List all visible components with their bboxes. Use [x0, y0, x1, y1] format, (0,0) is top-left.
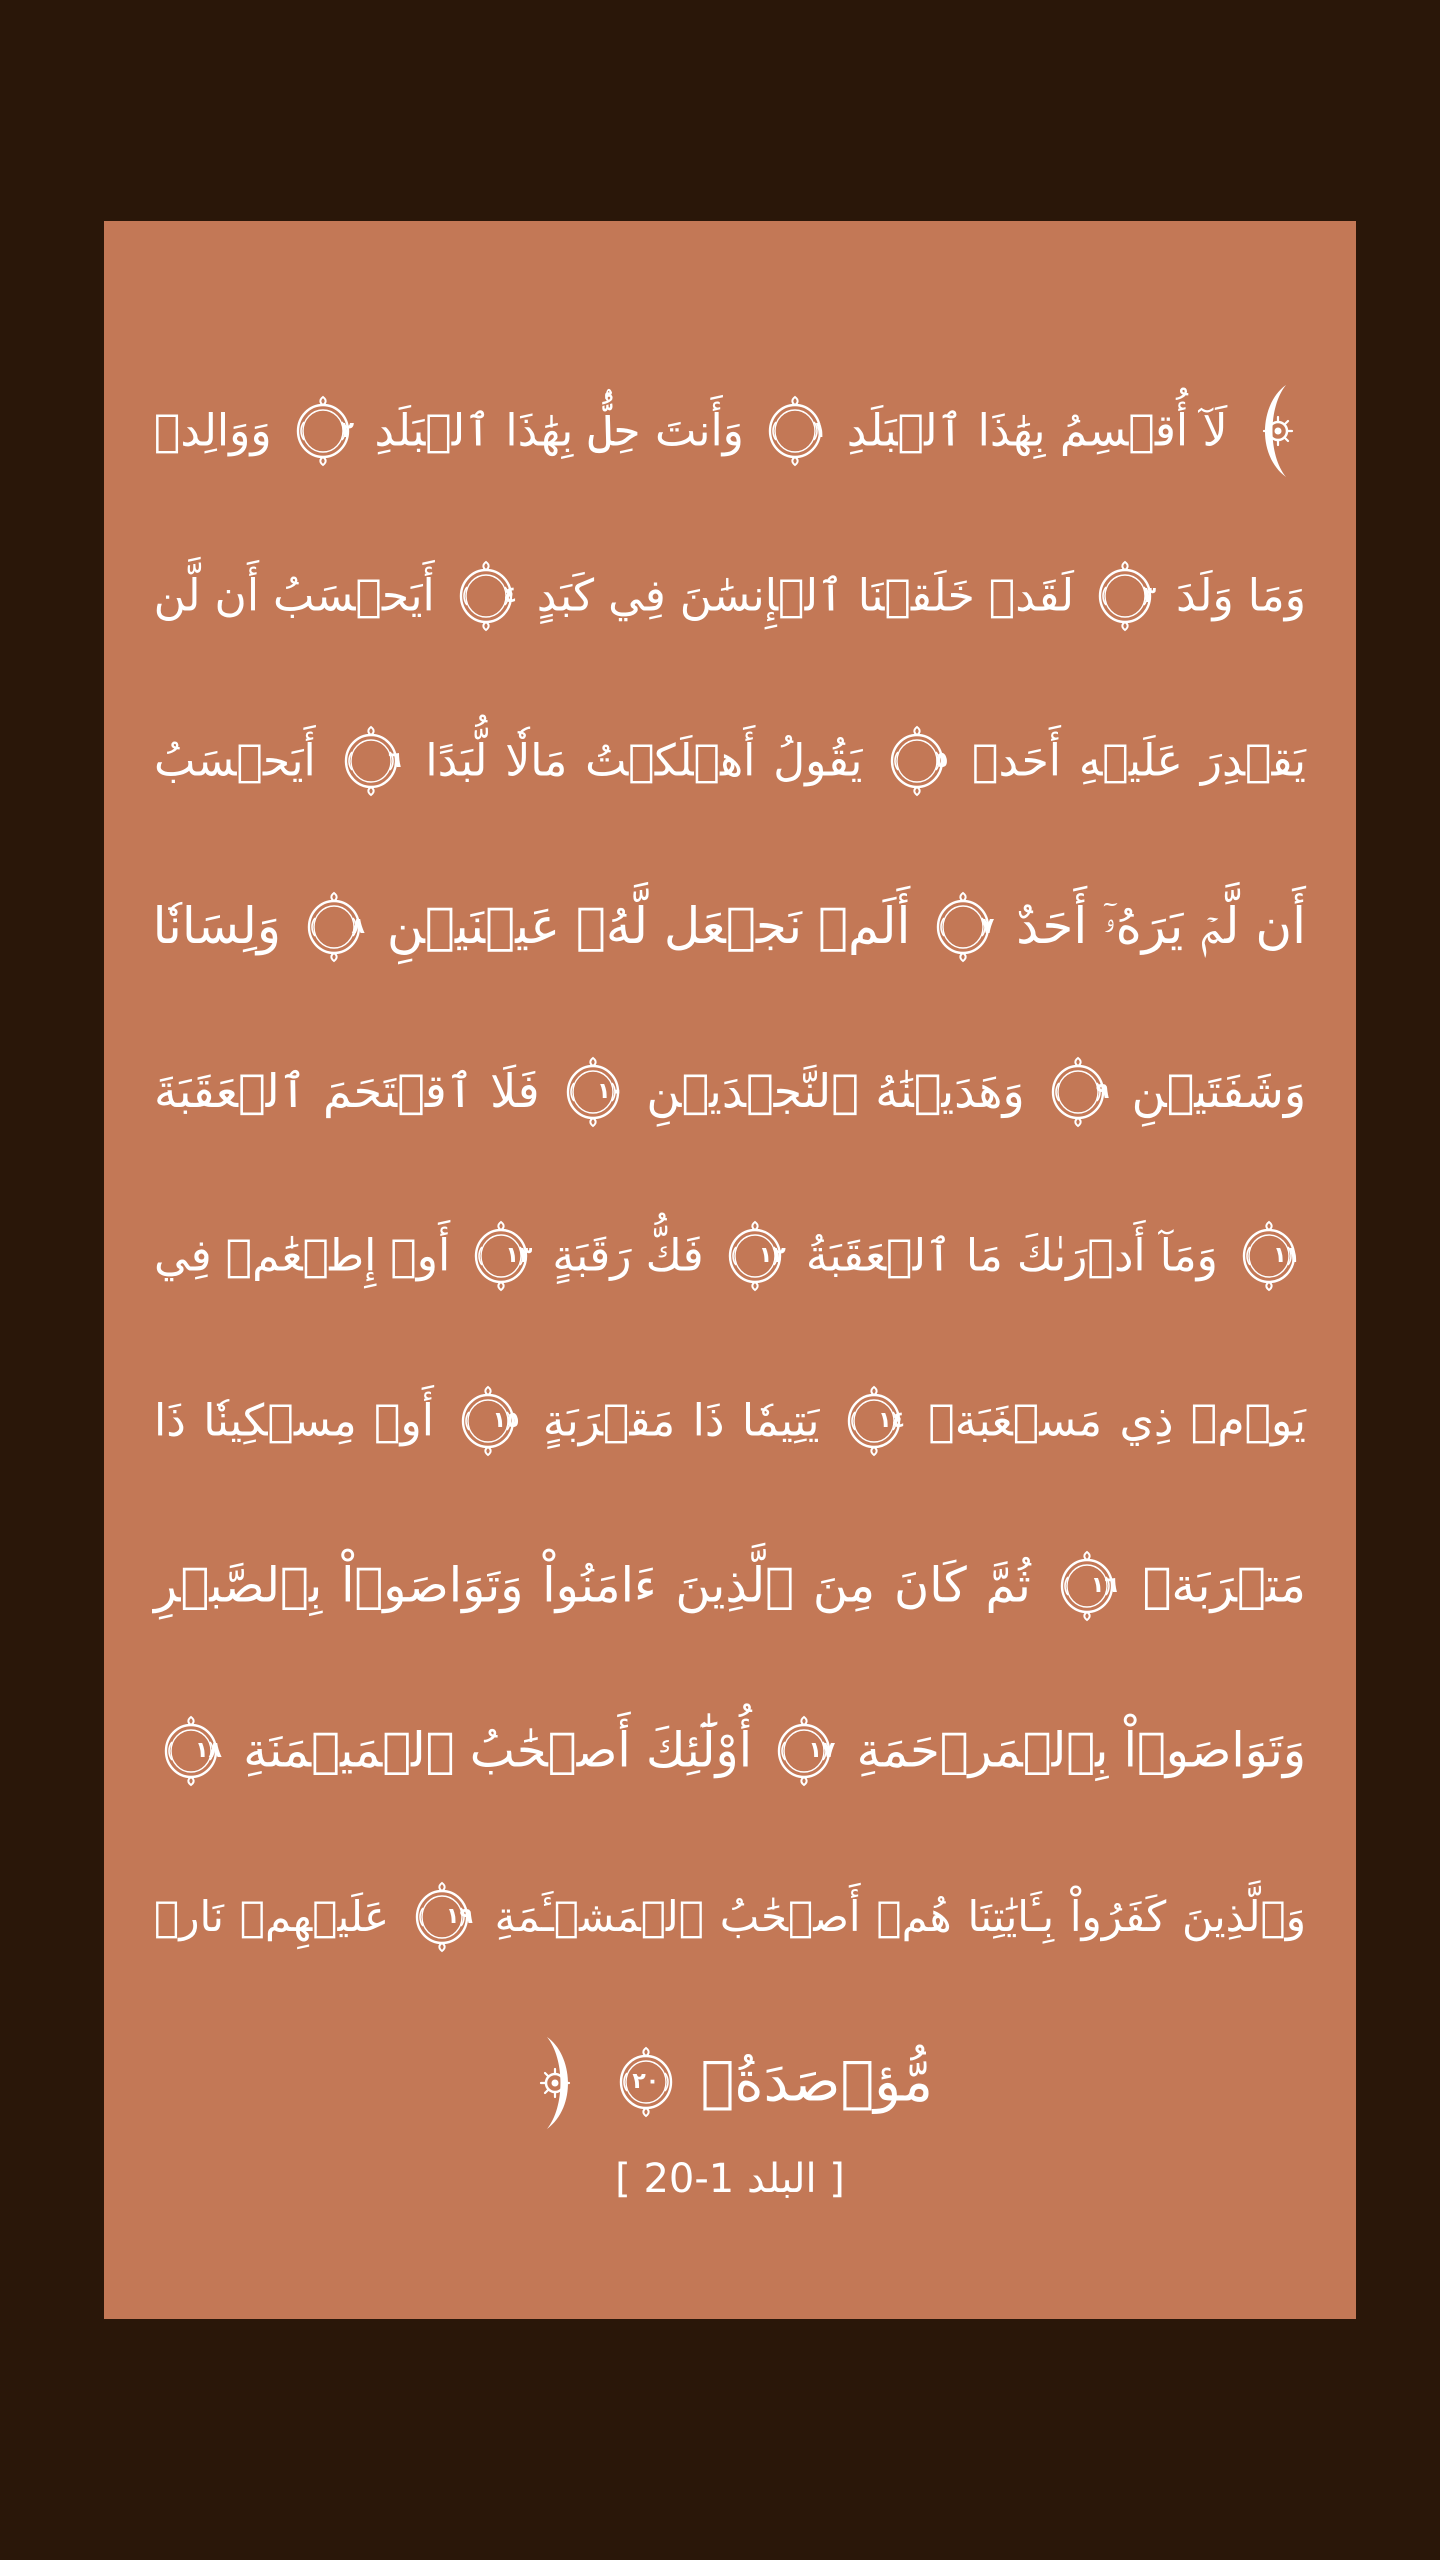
ayah-number: ١٩ — [446, 1903, 473, 1929]
verse-line — [154, 1996, 1306, 2161]
ayah-number: ٤ — [503, 583, 517, 608]
verse-line — [154, 841, 1306, 1006]
verse-fragment: وَمَا وَلَدَ — [1176, 570, 1306, 622]
verse-line — [154, 1171, 1306, 1336]
verse-line — [154, 676, 1306, 841]
verse-fragment: أُوْلَٰٓئِكَ أَصۡحَٰبُ ٱلۡمَيۡمَنَةِ — [243, 1722, 753, 1779]
verse-fragment: وَأَنتَ حِلُّۢ بِهَٰذَا ٱلۡبَلَدِ — [374, 405, 744, 457]
ayah-number: ١١ — [1273, 1243, 1300, 1268]
ayah-end-marker — [1056, 1549, 1118, 1623]
verse-line — [154, 1006, 1306, 1171]
ayah-end-marker — [843, 1384, 905, 1458]
verse-fragment: وَوَالِدٖ — [154, 405, 272, 457]
verse-fragment: يَتِيمٗا ذَا مَقۡرَبَةٍ — [542, 1395, 820, 1447]
ayah-number: ٧ — [980, 913, 995, 939]
verse-fragment: وَلِسَانٗا — [152, 897, 282, 955]
verse-fragment: يَوۡمٖ ذِي مَسۡغَبَةٖ — [928, 1395, 1306, 1447]
ayah-end-marker — [411, 1880, 473, 1954]
ayah-number: ١٥ — [492, 1408, 520, 1433]
verse-fragment: يَقُولُ أَهۡلَكۡتُ مَالٗا لُّبَدًا — [425, 735, 863, 787]
ayah-end-marker — [160, 1714, 222, 1788]
verse-line — [154, 1831, 1306, 1996]
ayah-end-marker — [455, 559, 517, 633]
verse-fragment: وَمَآ أَدۡرَىٰكَ مَا ٱلۡعَقَبَةُ — [805, 1230, 1218, 1282]
verse-fragment: أَن لَّمۡ يَرَهُۥٓ أَحَدٌ — [1016, 897, 1306, 955]
verse-fragment: وَهَدَيۡنَٰهُ ٱلنَّجۡدَيۡنِ — [646, 1064, 1025, 1118]
verse-fragment: لَآ أُقۡسِمُ بِهَٰذَا ٱلۡبَلَدِ — [846, 405, 1228, 457]
verse-fragment: مَتۡرَبَةٖ — [1142, 1557, 1306, 1614]
ayah-number: ١٨ — [195, 1738, 222, 1763]
ayah-number: ١٦ — [1090, 1573, 1118, 1598]
verse-fragment: وَشَفَتَيۡنِ — [1131, 1064, 1307, 1118]
verse-fragment: أَوۡ مِسۡكِينٗا ذَا — [154, 1395, 435, 1447]
verse-fragment: عَلَيۡهِمۡ نَارٞ — [154, 1892, 390, 1941]
ayah-end-marker — [562, 1055, 624, 1129]
ayah-number: ٥ — [934, 748, 949, 773]
ayah-end-marker — [470, 1219, 532, 1293]
verse-fragment: أَوۡ إِطۡعَٰمٞ فِي — [154, 1230, 451, 1282]
verse-fragment: لَقَدۡ خَلَقۡنَا ٱلۡإِنسَٰنَ فِي كَبَدٍ — [536, 570, 1075, 622]
ayah-number: ١٢ — [758, 1243, 786, 1268]
ayah-number: ١٠ — [597, 1078, 624, 1104]
verse-fragment: فَكُّ رَقَبَةٍ — [552, 1230, 704, 1282]
ayah-number: ٩ — [1095, 1078, 1110, 1104]
verse-fragment: وَٱلَّذِينَ كَفَرُواْ بِـَٔايَٰتِنَا هُمۡ أَصۡحَٰبُ ٱلۡمَشۡـَٔمَةِ — [494, 1892, 1306, 1941]
ayah-number: ٢ — [340, 418, 355, 443]
ayah-number: ١٧ — [808, 1738, 836, 1763]
verse-fragment: فَلَا ٱقۡتَحَمَ ٱلۡعَقَبَةَ — [154, 1064, 540, 1118]
verse-fragment: وَتَوَاصَوۡاْ بِٱلۡمَرۡحَمَةِ — [856, 1722, 1306, 1779]
ayah-end-marker — [886, 724, 948, 798]
verse-text — [154, 346, 1306, 2161]
ayah-end-marker — [764, 394, 826, 468]
ayah-end-marker — [292, 394, 354, 468]
ayah-number: ٢٠ — [632, 2068, 660, 2094]
ayah-number: ١٣ — [505, 1243, 533, 1268]
ayah-number: ١٤ — [878, 1408, 905, 1433]
ayah-end-marker — [773, 1714, 835, 1788]
ayah-number: ٦ — [388, 748, 402, 773]
ayah-end-marker — [303, 890, 365, 964]
ayah-end-marker — [1238, 1219, 1300, 1293]
surah-open-ornament-icon — [1246, 381, 1302, 481]
ayah-end-marker — [932, 890, 994, 964]
ayah-number: ٨ — [351, 913, 365, 939]
verse-line — [154, 1336, 1306, 1501]
surah-close-ornament-icon — [531, 2032, 587, 2132]
ayah-end-marker — [340, 724, 402, 798]
verse-line — [154, 346, 1306, 511]
verse-fragment: أَلَمۡ نَجۡعَل لَّهُۥ عَيۡنَيۡنِ — [386, 897, 911, 955]
verse-fragment: أَيَحۡسَبُ أَن لَّن — [153, 570, 435, 622]
verse-fragment: أَيَحۡسَبُ — [154, 735, 316, 787]
verse-fragment: ثُمَّ كَانَ مِنَ ٱلَّذِينَ ءَامَنُواْ وَتَوَاصَوۡاْ بِٱلصَّبۡرِ — [154, 1557, 1031, 1614]
verse-line — [154, 1501, 1306, 1666]
verse-line — [154, 1666, 1306, 1831]
ayah-number: ١ — [812, 418, 827, 443]
verse-fragment: يَقۡدِرَ عَلَيۡهِ أَحَدٞ — [972, 735, 1306, 787]
ayah-end-marker — [457, 1384, 519, 1458]
ayah-end-marker — [724, 1219, 786, 1293]
ayah-end-marker — [615, 2045, 677, 2119]
ayah-end-marker — [1094, 559, 1156, 633]
ayah-number: ٣ — [1142, 583, 1157, 608]
verse-line — [154, 511, 1306, 676]
surah-reference: [ البلد 1-20 ] — [615, 2156, 845, 2202]
verse-card — [104, 221, 1356, 2319]
ayah-end-marker — [1047, 1055, 1109, 1129]
verse-fragment: مُّؤۡصَدَةُۢ — [700, 2049, 934, 2115]
